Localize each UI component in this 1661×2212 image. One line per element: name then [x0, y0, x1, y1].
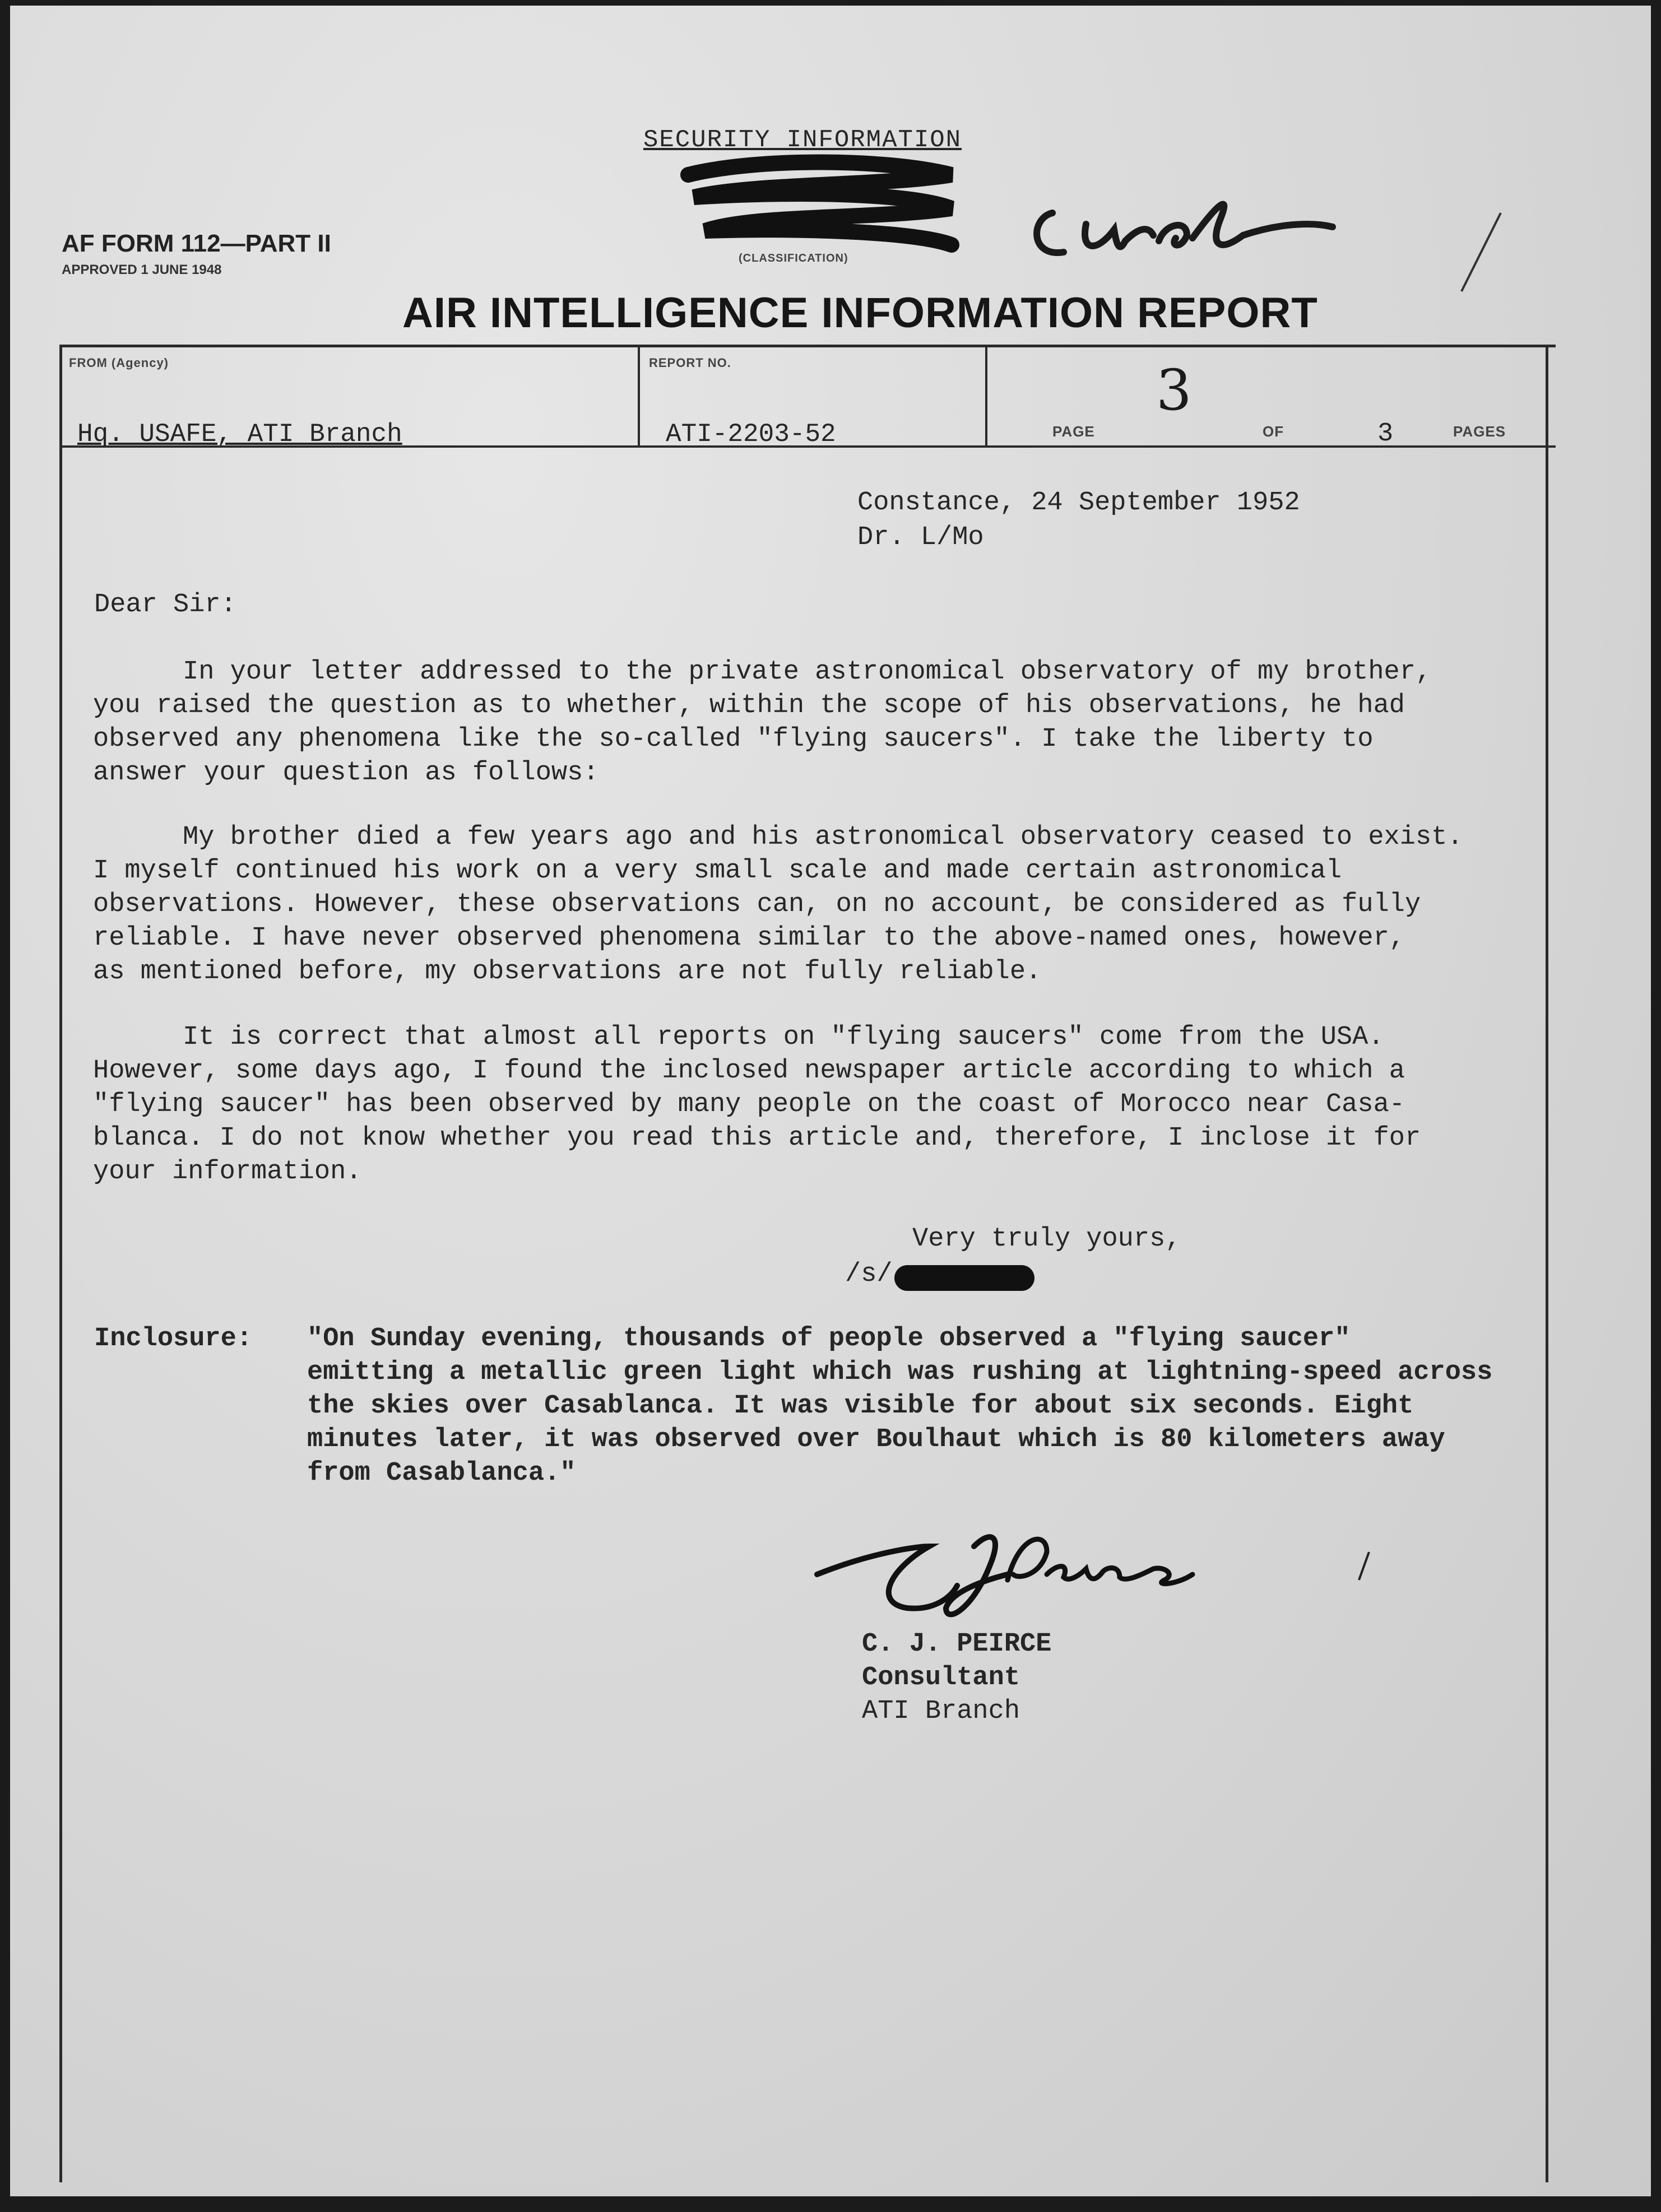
from-label: FROM (Agency) — [69, 356, 169, 370]
signed-marker: /s/ — [845, 1260, 893, 1289]
paragraph-1-line: you raised the question as to whether, within the scope of his observations, he had — [93, 691, 1405, 721]
inclosure-line: the skies over Casablanca. It was visible for about six seconds. Eight — [307, 1391, 1414, 1421]
paragraph-2-line: observations. However, these observations can, on no account, be considered as fully — [93, 890, 1421, 919]
form-approved-date: APPROVED 1 JUNE 1948 — [62, 262, 222, 277]
report-no-value: ATI-2203-52 — [666, 420, 836, 449]
inclosure-line: emitting a metallic green light which was rushing at lightning-speed across — [307, 1358, 1493, 1387]
margin-tick-mark — [1352, 1549, 1375, 1583]
signer-unit: ATI Branch — [862, 1697, 1020, 1726]
paragraph-1 — [93, 656, 1550, 790]
signature-redaction — [894, 1265, 1034, 1291]
security-information-heading: SECURITY INFORMATION — [643, 126, 962, 154]
report-no-label: REPORT NO. — [649, 356, 731, 370]
document-page — [10, 6, 1651, 2196]
classification-caption: (CLASSIFICATION) — [739, 252, 848, 264]
paragraph-3-line: "flying saucer" has been observed by many people on the coast of Morocco near Casa- — [93, 1090, 1405, 1119]
salutation: Dear Sir: — [94, 590, 236, 620]
letter-place-date: Constance, 24 September 1952 — [857, 488, 1300, 518]
margin-pencil-mark — [1445, 207, 1512, 297]
paragraph-2-line: reliable. I have never observed phenomena similar to the above-named ones, however, — [93, 923, 1405, 953]
paragraph-1-line: observed any phenomena like the so-called "flying saucers". I take the liberty to — [93, 724, 1374, 754]
inclosure-label: Inclosure: — [94, 1324, 253, 1354]
paragraph-1-line: In your letter addressed to the private astronomical observatory of my brother, — [183, 657, 1432, 687]
inclosure-text — [307, 1322, 1492, 1490]
page-value: 3 — [1156, 357, 1192, 423]
paragraph-3-line: blanca. I do not know whether you read this article and, therefore, I inclose it for — [93, 1123, 1421, 1153]
inclosure-line: minutes later, it was observed over Boulhaut which is 80 kilometers away — [307, 1425, 1445, 1454]
of-label: OF — [1263, 423, 1284, 440]
form-id: AF FORM 112—PART II — [62, 230, 331, 257]
paragraph-3 — [93, 1021, 1550, 1189]
paragraph-3-line: your information. — [93, 1157, 362, 1187]
paragraph-2-line: I myself continued his work on a very small scale and made certain astronomical — [93, 856, 1342, 886]
paragraph-1-line: answer your question as follows: — [93, 758, 599, 788]
report-title: AIR INTELLIGENCE INFORMATION REPORT — [402, 289, 1318, 337]
paragraph-3-line: However, some days ago, I found the inclosed newspaper article according to which a — [93, 1056, 1405, 1086]
handwritten-signature — [806, 1513, 1209, 1636]
paragraph-2-line: as mentioned before, my observations are not fully reliable. — [93, 957, 1042, 987]
signer-name: C. J. PEIRCE — [862, 1629, 1052, 1659]
form-box-left-border — [59, 345, 62, 2182]
inclosure-line: "On Sunday evening, thousands of people observed a "flying saucer" — [307, 1324, 1351, 1354]
signer-title: Consultant — [862, 1663, 1020, 1693]
pages-label: PAGES — [1453, 423, 1506, 440]
letter-reference: Dr. L/Mo — [857, 523, 984, 552]
handwritten-unclassified-mark — [1019, 185, 1355, 275]
paragraph-2-line: My brother died a few years ago and his astronomical observatory ceased to exist. — [183, 822, 1463, 852]
handwritten-mark-text: Uncl — [1019, 265, 1033, 271]
form-box-top-border — [59, 345, 1556, 347]
page-label: PAGE — [1052, 423, 1095, 440]
closing: Very truly yours, — [912, 1224, 1181, 1254]
form-divider-1 — [638, 345, 640, 447]
from-value: Hq. USAFE, ATI Branch — [77, 420, 402, 449]
inclosure-line: from Casablanca." — [307, 1458, 576, 1488]
paragraph-3-line: It is correct that almost all reports on "flying saucers" come from the USA. — [183, 1023, 1384, 1052]
total-pages: 3 — [1377, 419, 1394, 449]
form-divider-2 — [985, 345, 987, 447]
paragraph-2 — [93, 821, 1550, 989]
handwritten-signature-text: C J Peirce — [806, 1630, 833, 1635]
form-box-right-border — [1546, 345, 1548, 2182]
